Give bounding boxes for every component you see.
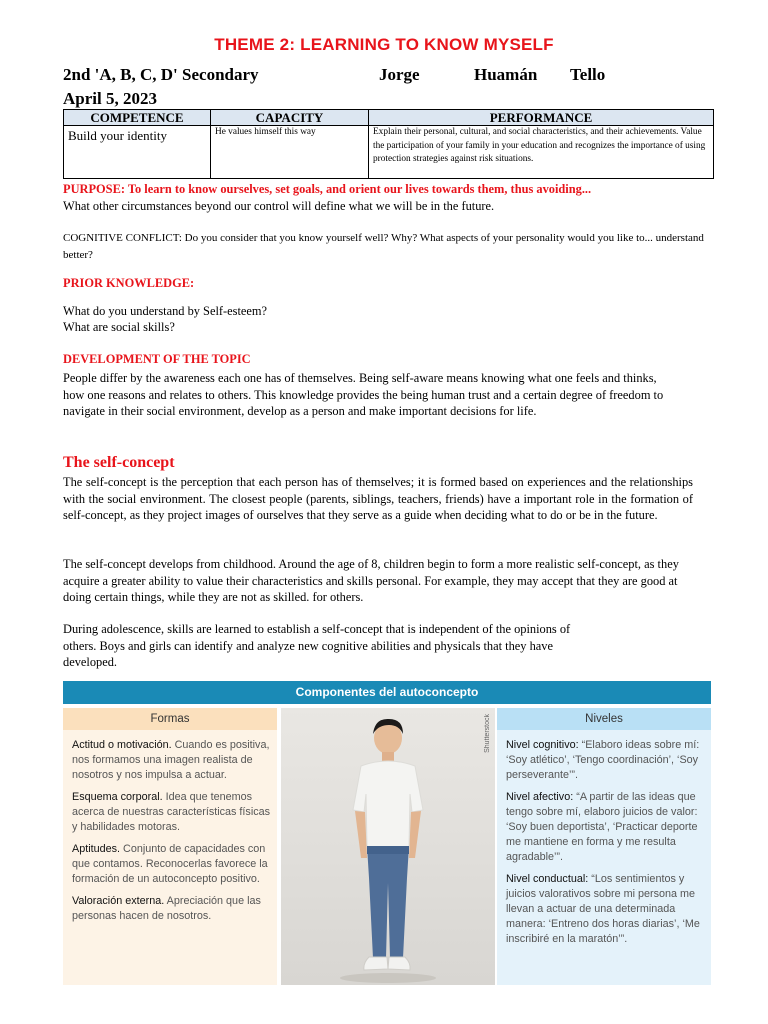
niveles-list — [506, 738, 706, 954]
self-concept-paragraph-2: The self-concept develops from childhood. Around the age of 8, children begin to form a more realistic self-concept, as they acquire a greater ability to value their characteristics and skills personal. For example, they may accept that they are good at doing certain things, while they are not as skilled. for others. — [63, 557, 679, 604]
self-concept-paragraph-1: The self-concept is the perception that each person has of themselves; it is formed based on experiences and the relationships with the social environment. The closest people (parents, siblings, teachers, friends) have a important role in the formation of self-concept, as they project images of ourselves that they serve as a guide when deciding what to do or be in the future. — [63, 475, 693, 522]
self-concept-paragraph-3: During adolescence, skills are learned to establish a self-concept that is independent of the opinions of others. Boys and girls can identify and analyze new cognitive abilities and physicals that they have developed. — [63, 622, 571, 669]
teacher-first-name: Jorge — [379, 65, 420, 84]
forma-term: Aptitudes. — [72, 843, 121, 855]
young-man-photo — [281, 708, 495, 985]
prior-question-2: What are social skills? — [63, 320, 175, 334]
prior-knowledge-heading: PRIOR KNOWLEDGE: — [63, 276, 195, 290]
competence-table — [63, 109, 714, 179]
forma-description: Cuando es positiva, nos formamos una imagen realista de nosotros y nos impulsa a actuar. — [72, 739, 270, 781]
forma-description: Apreciación que las personas hacen de nosotros. — [72, 895, 261, 922]
nivel-description: “Los sentimientos y juicios valorativos sobre mi persona me llevan a actuar de una determinada manera: ‘Entreno dos horas diarias’, ‘Me inscribiré en la maratón’”. — [506, 873, 700, 945]
purpose-text: What other circumstances beyond our control will define what we will be in the future. — [63, 199, 495, 213]
components-infographic — [63, 681, 711, 985]
course-label: 2nd 'A, B, C, D' Secondary — [63, 65, 259, 84]
teacher-last-name-2: Tello — [570, 65, 606, 84]
table-cell-performance — [369, 126, 714, 179]
table-cell-competence — [64, 126, 211, 179]
table-header-performance: PERFORMANCE — [369, 110, 714, 126]
self-concept-heading: The self-concept — [63, 454, 175, 471]
forma-description: Idea que tenemos acerca de nuestras características físicas y habilidades motoras. — [72, 791, 271, 833]
prior-question-1: What do you understand by Self-esteem? — [63, 304, 268, 318]
forma-term: Valoración externa. — [72, 895, 165, 907]
table-cell-capacity — [211, 126, 369, 179]
formas-column — [63, 708, 277, 985]
niveles-heading: Niveles — [497, 708, 711, 730]
nivel-term: Nivel afectivo: — [506, 791, 574, 803]
forma-term: Actitud o motivación. — [72, 739, 172, 751]
teacher-last-name-1: Huamán — [474, 65, 538, 84]
nivel-description: “A partir de las ideas que tengo sobre mí, elaboro juicios de valor: ‘Soy buen deportista’, ‘Practicar deporte me mantiene en forma y me resulta agradable’”. — [506, 791, 698, 863]
purpose-heading: PURPOSE: To learn to know ourselves, set goals, and orient our lives towards them, thus avoiding... — [63, 182, 592, 196]
date-label: April 5, 2023 — [63, 89, 157, 108]
competence-value: Build your identity — [68, 128, 167, 143]
list-item — [72, 790, 272, 835]
list-item — [506, 738, 706, 783]
development-heading: DEVELOPMENT OF THE TOPIC — [63, 352, 251, 366]
person-illustration — [281, 708, 495, 985]
page-title: THEME 2: LEARNING TO KNOW MYSELF — [214, 35, 554, 54]
nivel-term: Nivel cognitivo: — [506, 739, 579, 751]
cognitive-conflict-text: COGNITIVE CONFLICT: Do you consider that you know yourself well? Why? What aspects of your personality would you like to... understand better? — [63, 232, 704, 261]
formas-list — [72, 738, 272, 931]
list-item — [72, 842, 272, 887]
table-header-capacity: CAPACITY — [211, 110, 369, 126]
list-item — [72, 894, 272, 924]
formas-heading: Formas — [63, 708, 277, 730]
niveles-column — [497, 708, 711, 985]
nivel-description: “Elaboro ideas sobre mí: ‘Soy atlético’, ‘Tengo coordinación’, ‘Soy perseverante’”. — [506, 739, 700, 781]
nivel-term: Nivel conductual: — [506, 873, 589, 885]
performance-value: Explain their personal, cultural, and social characteristics, and their achievements. Value the participation of your family in your education and recognizes the importance of using protection strategies against risk situations. — [373, 127, 706, 164]
table-header-competence: COMPETENCE — [64, 110, 211, 126]
development-text: People differ by the awareness each one has of themselves. Being self-aware means knowing what one feels and thinks, how one reasons and relates to others. This knowledge provides the being human trust and a certain degree of freedom to navigate in their social environment, develop as a person and make important decisions for life. — [63, 371, 664, 418]
photo-credit: Shutterstock — [484, 714, 491, 753]
forma-description: Conjunto de capacidades con que contamos. Reconocerlas favorece la formación de un autoconcepto positivo. — [72, 843, 268, 885]
list-item — [506, 790, 706, 865]
forma-term: Esquema corporal. — [72, 791, 163, 803]
capacity-value: He values himself this way — [215, 127, 316, 137]
list-item — [506, 872, 706, 947]
infographic-title: Componentes del autoconcepto — [63, 681, 711, 704]
list-item — [72, 738, 272, 783]
